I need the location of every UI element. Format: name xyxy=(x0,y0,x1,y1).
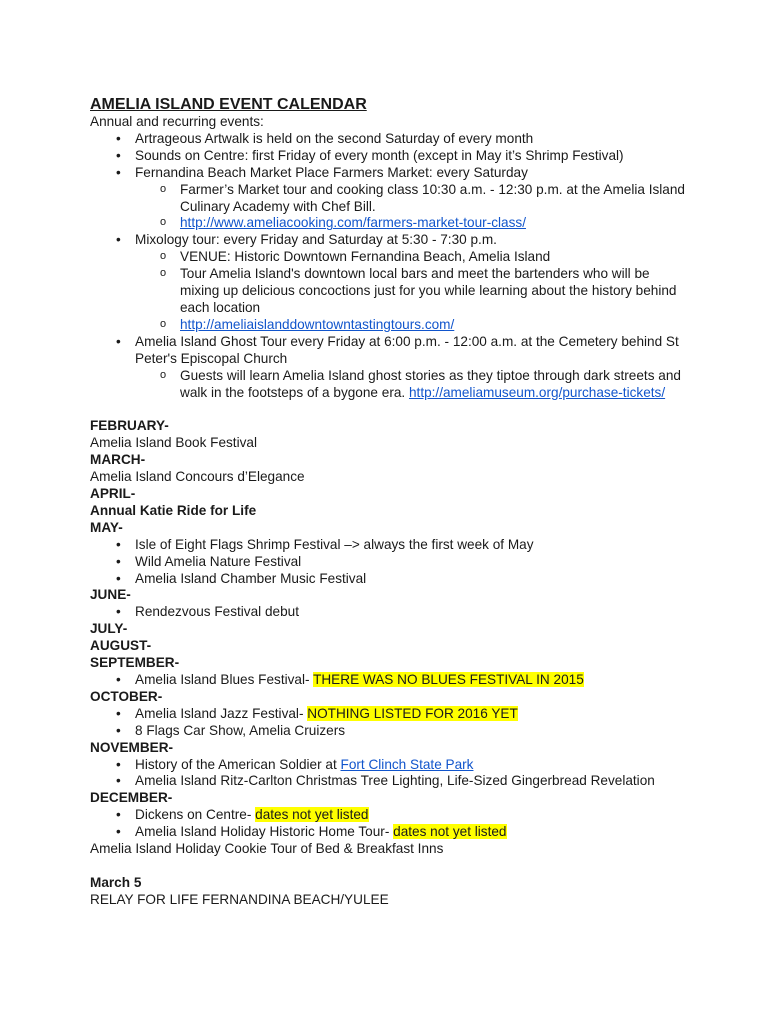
list-item: • Rendezvous Festival debut xyxy=(90,604,690,621)
list-item xyxy=(90,824,690,841)
mixology-sublist xyxy=(135,249,690,334)
list-item: • Amelia Island Chamber Music Festival xyxy=(90,571,690,588)
list-item: • Amelia Island Ritz-Carlton Christmas Tree Lighting, Life-Sized Gingerbread Revelation xyxy=(90,773,690,790)
highlight-note: dates not yet listed xyxy=(255,807,369,823)
month-heading-may: MAY- xyxy=(90,519,123,535)
month-heading-june: JUNE- xyxy=(90,587,131,603)
highlight-note: NOTHING LISTED FOR 2016 YET xyxy=(307,705,518,721)
list-item: • Artrageous Artwalk is held on the second Saturday of every month xyxy=(90,131,690,148)
june-events-list xyxy=(90,604,690,621)
list-item xyxy=(90,706,690,723)
cookie-tour-event: Amelia Island Holiday Cookie Tour of Bed & Breakfast Inns xyxy=(90,841,444,857)
sub-list-item xyxy=(135,317,690,334)
march5-event: RELAY FOR LIFE FERNANDINA BEACH/YULEE xyxy=(90,891,389,907)
farmers-market-link[interactable]: http://www.ameliacooking.com/farmers-market-tour-class/ xyxy=(180,215,526,231)
sub-list-item: o Farmer’s Market tour and cooking class 10:30 a.m. - 12:30 p.m. at the Amelia Island Culinary Academy with Chef Bill. xyxy=(135,182,690,216)
spacer xyxy=(90,401,690,418)
list-item xyxy=(90,807,690,824)
may-events-list xyxy=(90,537,690,588)
document-page xyxy=(90,96,690,909)
fort-clinch-link[interactable]: Fort Clinch State Park xyxy=(340,756,474,772)
month-heading-august: AUGUST- xyxy=(90,638,152,654)
ghost-tour-desc: Guests will learn Amelia Island ghost stories as they tiptoe through dark streets and walk in the footsteps of a bygone era. xyxy=(180,367,681,400)
spacer xyxy=(90,858,690,875)
list-item xyxy=(90,757,690,774)
list-item: • Wild Amelia Nature Festival xyxy=(90,554,690,571)
sub-list-item: o VENUE: Historic Downtown Fernandina Beach, Amelia Island xyxy=(135,249,690,266)
mixology-link[interactable]: http://ameliaislanddowntowntastingtours.com/ xyxy=(180,316,455,332)
american-soldier-text: History of the American Soldier at xyxy=(135,756,337,772)
september-events-list xyxy=(90,672,690,689)
sub-list-item xyxy=(135,215,690,232)
home-tour-text: Amelia Island Holiday Historic Home Tour- xyxy=(135,824,390,840)
sub-list-item: o Tour Amelia Island's downtown local bars and meet the bartenders who will be mixing up delicious concoctions just for you while learning about the history behind each location xyxy=(135,266,690,317)
list-item xyxy=(90,165,690,233)
list-item: • Sounds on Centre: first Friday of every month (except in May it’s Shrimp Festival) xyxy=(90,148,690,165)
december-events-list xyxy=(90,807,690,841)
dickens-text: Dickens on Centre- xyxy=(135,807,252,823)
march-event: Amelia Island Concours d’Elegance xyxy=(90,469,305,485)
highlight-note: THERE WAS NO BLUES FESTIVAL IN 2015 xyxy=(313,672,584,687)
list-item: • 8 Flags Car Show, Amelia Cruizers xyxy=(90,723,690,740)
list-item xyxy=(90,232,690,333)
april-event: Annual Katie Ride for Life xyxy=(90,502,257,518)
month-heading-november: NOVEMBER- xyxy=(90,739,174,755)
highlight-note: dates not yet listed xyxy=(393,824,507,840)
list-item xyxy=(90,334,690,402)
farmers-market-text: Fernandina Beach Market Place Farmers Market: every Saturday xyxy=(135,164,528,180)
october-events-list xyxy=(90,706,690,740)
november-events-list xyxy=(90,757,690,791)
month-heading-february: FEBRUARY- xyxy=(90,418,169,434)
february-event: Amelia Island Book Festival xyxy=(90,435,257,451)
month-heading-september: SEPTEMBER- xyxy=(90,655,180,671)
jazz-festival-text: Amelia Island Jazz Festival- xyxy=(135,705,304,721)
page-title: AMELIA ISLAND EVENT CALENDAR xyxy=(90,96,367,113)
list-item: • Isle of Eight Flags Shrimp Festival –> always the first week of May xyxy=(90,537,690,554)
month-heading-april: APRIL- xyxy=(90,486,136,502)
recurring-events-list xyxy=(90,131,690,402)
month-heading-march: MARCH- xyxy=(90,452,146,468)
march5-heading: March 5 xyxy=(90,874,142,890)
month-heading-july: JULY- xyxy=(90,621,128,637)
mixology-text: Mixology tour: every Friday and Saturday at 5:30 - 7:30 p.m. xyxy=(135,232,497,248)
ghost-tour-link[interactable]: http://ameliamuseum.org/purchase-tickets/ xyxy=(408,384,666,400)
farmers-market-sublist xyxy=(135,182,690,233)
blues-festival-text: Amelia Island Blues Festival- xyxy=(135,672,310,687)
ghost-tour-sublist xyxy=(135,368,690,402)
ghost-tour-text: Amelia Island Ghost Tour every Friday at 6:00 p.m. - 12:00 a.m. at the Cemetery behind St Peter's Episcopal Church xyxy=(135,333,679,366)
page-subtitle: Annual and recurring events: xyxy=(90,114,264,129)
list-item xyxy=(90,672,690,689)
sub-list-item xyxy=(135,368,690,402)
month-heading-december: DECEMBER- xyxy=(90,790,173,806)
month-heading-october: OCTOBER- xyxy=(90,688,163,704)
